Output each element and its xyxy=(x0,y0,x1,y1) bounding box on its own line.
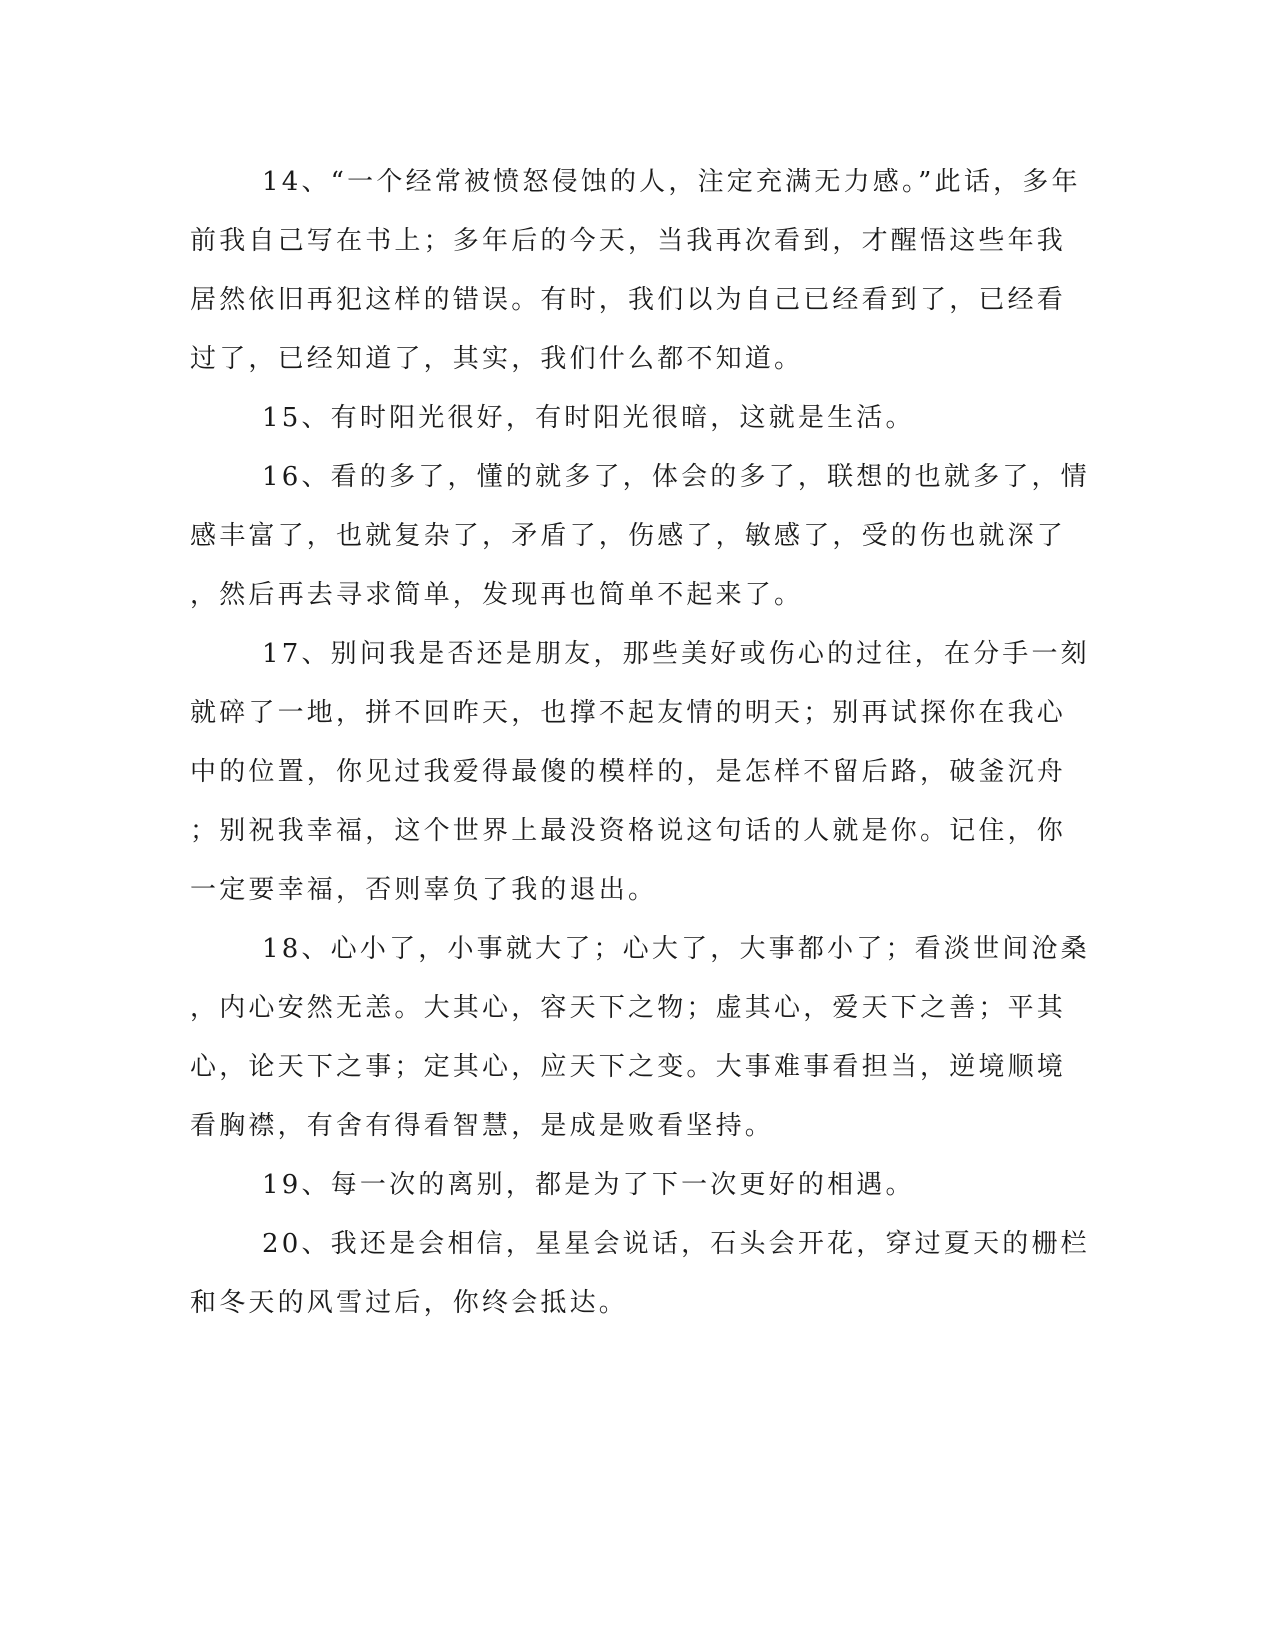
text-line: 和冬天的风雪过后，你终会抵达。 xyxy=(190,1288,629,1318)
text-line: 就碎了一地，拼不回昨天，也撑不起友情的明天；别再试探你在我心 xyxy=(190,698,1067,728)
text-line: 中的位置，你见过我爱得最傻的模样的，是怎样不留后路，破釜沉舟 xyxy=(190,757,1067,787)
text-line: 过了，已经知道了，其实，我们什么都不知道。 xyxy=(190,344,804,374)
text-line: ，然后再去寻求简单，发现再也简单不起来了。 xyxy=(190,580,804,610)
text-line: ；别祝我幸福，这个世界上最没资格说这句话的人就是你。记住，你 xyxy=(190,816,1067,846)
text-line: 14、“一个经常被愤怒侵蚀的人，注定充满无力感。”此话，多年 xyxy=(262,167,1081,197)
text-line: 心，论天下之事；定其心，应天下之变。大事难事看担当，逆境顺境 xyxy=(190,1052,1067,1082)
text-line: ，内心安然无恙。大其心，容天下之物；虚其心，爱天下之善；平其 xyxy=(190,993,1067,1023)
text-line: 20、我还是会相信，星星会说话，石头会开花，穿过夏天的栅栏 xyxy=(262,1229,1090,1259)
text-line: 居然依旧再犯这样的错误。有时，我们以为自己已经看到了，已经看 xyxy=(190,285,1067,315)
text-line: 17、别问我是否还是朋友，那些美好或伤心的过往，在分手一刻 xyxy=(262,639,1090,669)
text-line: 18、心小了，小事就大了；心大了，大事都小了；看淡世间沧桑 xyxy=(262,934,1090,964)
text-line: 感丰富了，也就复杂了，矛盾了，伤感了，敏感了，受的伤也就深了 xyxy=(190,521,1067,551)
text-line: 看胸襟，有舍有得看智慧，是成是败看坚持。 xyxy=(190,1111,775,1141)
text-line: 一定要幸福，否则辜负了我的退出。 xyxy=(190,875,658,905)
text-line: 15、有时阳光很好，有时阳光很暗，这就是生活。 xyxy=(262,403,915,433)
text-line: 前我自己写在书上；多年后的今天，当我再次看到，才醒悟这些年我 xyxy=(190,226,1067,256)
text-line: 16、看的多了，懂的就多了，体会的多了，联想的也就多了，情 xyxy=(262,462,1090,492)
text-line: 19、每一次的离别，都是为了下一次更好的相遇。 xyxy=(262,1170,915,1200)
